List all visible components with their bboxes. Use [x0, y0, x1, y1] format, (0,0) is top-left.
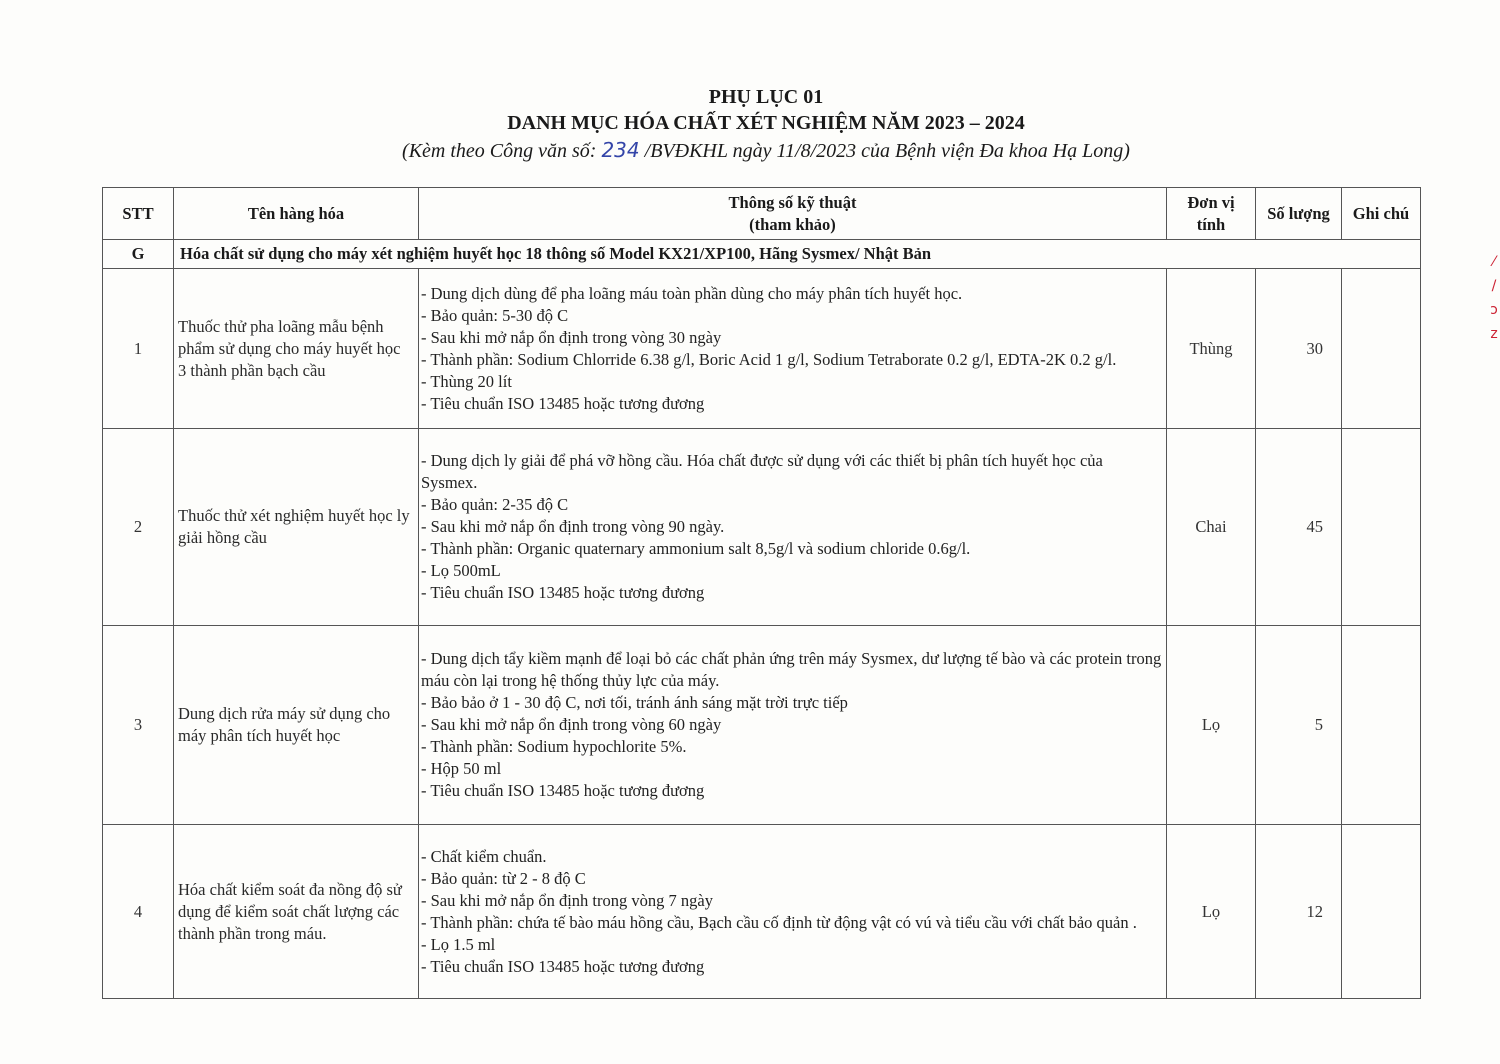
row-stt: 1 — [103, 269, 174, 429]
row-unit: Chai — [1167, 429, 1256, 626]
spec-line: - Thành phần: Sodium hypochlorite 5%. — [421, 737, 687, 756]
spec-line: - Bảo quản: từ 2 - 8 độ C — [421, 868, 586, 888]
header-note: Ghi chú — [1342, 188, 1421, 240]
spec-line: - Sau khi mở nắp ổn định trong vòng 90 ngày. — [421, 517, 725, 536]
spec-line: - Sau khi mở nắp ổn định trong vòng 60 ngày — [421, 715, 722, 734]
table-row — [103, 269, 1421, 429]
row-name: Thuốc thử xét nghiệm huyết học ly giải hồng cầu — [174, 429, 419, 626]
spec-line: - Sau khi mở nắp ổn định trong vòng 7 ngày — [421, 890, 713, 910]
header-unit: Đơn vị tính — [1167, 188, 1256, 240]
row-stt: 3 — [103, 626, 174, 825]
row-unit: Lọ — [1167, 626, 1256, 825]
header-qty: Số lượng — [1256, 188, 1342, 240]
document-title: DANH MỤC HÓA CHẤT XÉT NGHIỆM NĂM 2023 – 2024 — [507, 112, 1025, 134]
row-note — [1342, 429, 1421, 626]
spec-line: - Sau khi mở nắp ổn định trong vòng 30 ngày — [421, 327, 722, 347]
row-qty: 45 — [1256, 429, 1342, 626]
row-name: Hóa chất kiểm soát đa nồng độ sử dụng để kiểm soát chất lượng các thành phần trong máu. — [174, 825, 419, 999]
spec-line: - Tiêu chuẩn ISO 13485 hoặc tương đương — [421, 583, 705, 602]
spec-line: - Thùng 20 lít — [421, 371, 512, 391]
row-spec — [419, 269, 1167, 429]
group-title: Hóa chất sử dụng cho máy xét nghiệm huyết học 18 thông số Model KX21/XP100, Hãng Sysmex/ Nhật Bản — [174, 240, 1421, 269]
spec-line: - Dung dịch ly giải để phá vỡ hồng cầu. Hóa chất được sử dụng với các thiết bị phân tích huyết học của Sysmex. — [421, 451, 1103, 492]
spec-line: - Lọ 1.5 ml — [421, 934, 496, 954]
row-spec — [419, 429, 1167, 626]
document-reference: (Kèm theo Công văn số: 234 /BVĐKHL ngày 11/8/2023 của Bệnh viện Đa khoa Hạ Long) — [402, 138, 1130, 162]
row-spec — [419, 825, 1167, 999]
spec-line: - Thành phần: chứa tế bào máu hồng cầu, Bạch cầu cố định từ động vật có vú và tiểu cầu với chất bảo quản . — [421, 912, 1137, 932]
table-row — [103, 626, 1421, 825]
row-qty: 5 — [1256, 626, 1342, 825]
margin-scribble: ⁄ / ɔ z — [1490, 254, 1498, 342]
row-unit: Thùng — [1167, 269, 1256, 429]
header-name: Tên hàng hóa — [174, 188, 419, 240]
group-code: G — [103, 240, 174, 269]
row-note — [1342, 825, 1421, 999]
spec-line: - Dung dịch tẩy kiềm mạnh để loại bỏ các chất phản ứng trên máy Sysmex, dư lượng tế bào và các protein trong máu còn lại trong hệ thống thủy lực của máy. — [421, 649, 1162, 690]
handwritten-number: 234 — [601, 138, 640, 162]
table-row — [103, 429, 1421, 626]
row-note — [1342, 626, 1421, 825]
table-row — [103, 825, 1421, 999]
spec-line: - Bảo quản: 2-35 độ C — [421, 495, 569, 514]
chemicals-table — [102, 187, 1421, 999]
group-row — [103, 240, 1421, 269]
spec-line: - Bảo bảo ở 1 - 30 độ C, nơi tối, tránh ánh sáng mặt trời trực tiếp — [421, 693, 848, 712]
row-stt: 2 — [103, 429, 174, 626]
spec-line: - Hộp 50 ml — [421, 759, 502, 778]
table-header-row — [103, 188, 1421, 240]
spec-line: - Thành phần: Sodium Chlorride 6.38 g/l, Boric Acid 1 g/l, Sodium Tetraborate 0.2 g/l, EDTA-2K 0.2 g/l. — [421, 349, 1117, 369]
spec-line: - Chất kiểm chuẩn. — [421, 846, 547, 866]
row-spec — [419, 626, 1167, 825]
row-name: Dung dịch rửa máy sử dụng cho máy phân tích huyết học — [174, 626, 419, 825]
row-note — [1342, 269, 1421, 429]
header-stt: STT — [103, 188, 174, 240]
spec-line: - Tiêu chuẩn ISO 13485 hoặc tương đương — [421, 781, 705, 800]
spec-line: - Tiêu chuẩn ISO 13485 hoặc tương đương — [421, 393, 705, 413]
row-stt: 4 — [103, 825, 174, 999]
spec-line: - Bảo quản: 5-30 độ C — [421, 305, 569, 325]
appendix-title: PHỤ LỤC 01 — [708, 86, 824, 108]
header-spec: Thông số kỹ thuật (tham khảo) — [419, 188, 1167, 240]
row-name: Thuốc thử pha loãng mẫu bệnh phẩm sử dụng cho máy huyết học 3 thành phần bạch cầu — [174, 269, 419, 429]
row-qty: 30 — [1256, 269, 1342, 429]
row-unit: Lọ — [1167, 825, 1256, 999]
row-qty: 12 — [1256, 825, 1342, 999]
spec-line: - Thành phần: Organic quaternary ammonium salt 8,5g/l và sodium chloride 0.6g/l. — [421, 539, 971, 558]
spec-line: - Tiêu chuẩn ISO 13485 hoặc tương đương — [421, 956, 705, 976]
spec-line: - Dung dịch dùng để pha loãng máu toàn phần dùng cho máy phân tích huyết học. — [421, 283, 963, 303]
spec-line: - Lọ 500mL — [421, 561, 501, 580]
